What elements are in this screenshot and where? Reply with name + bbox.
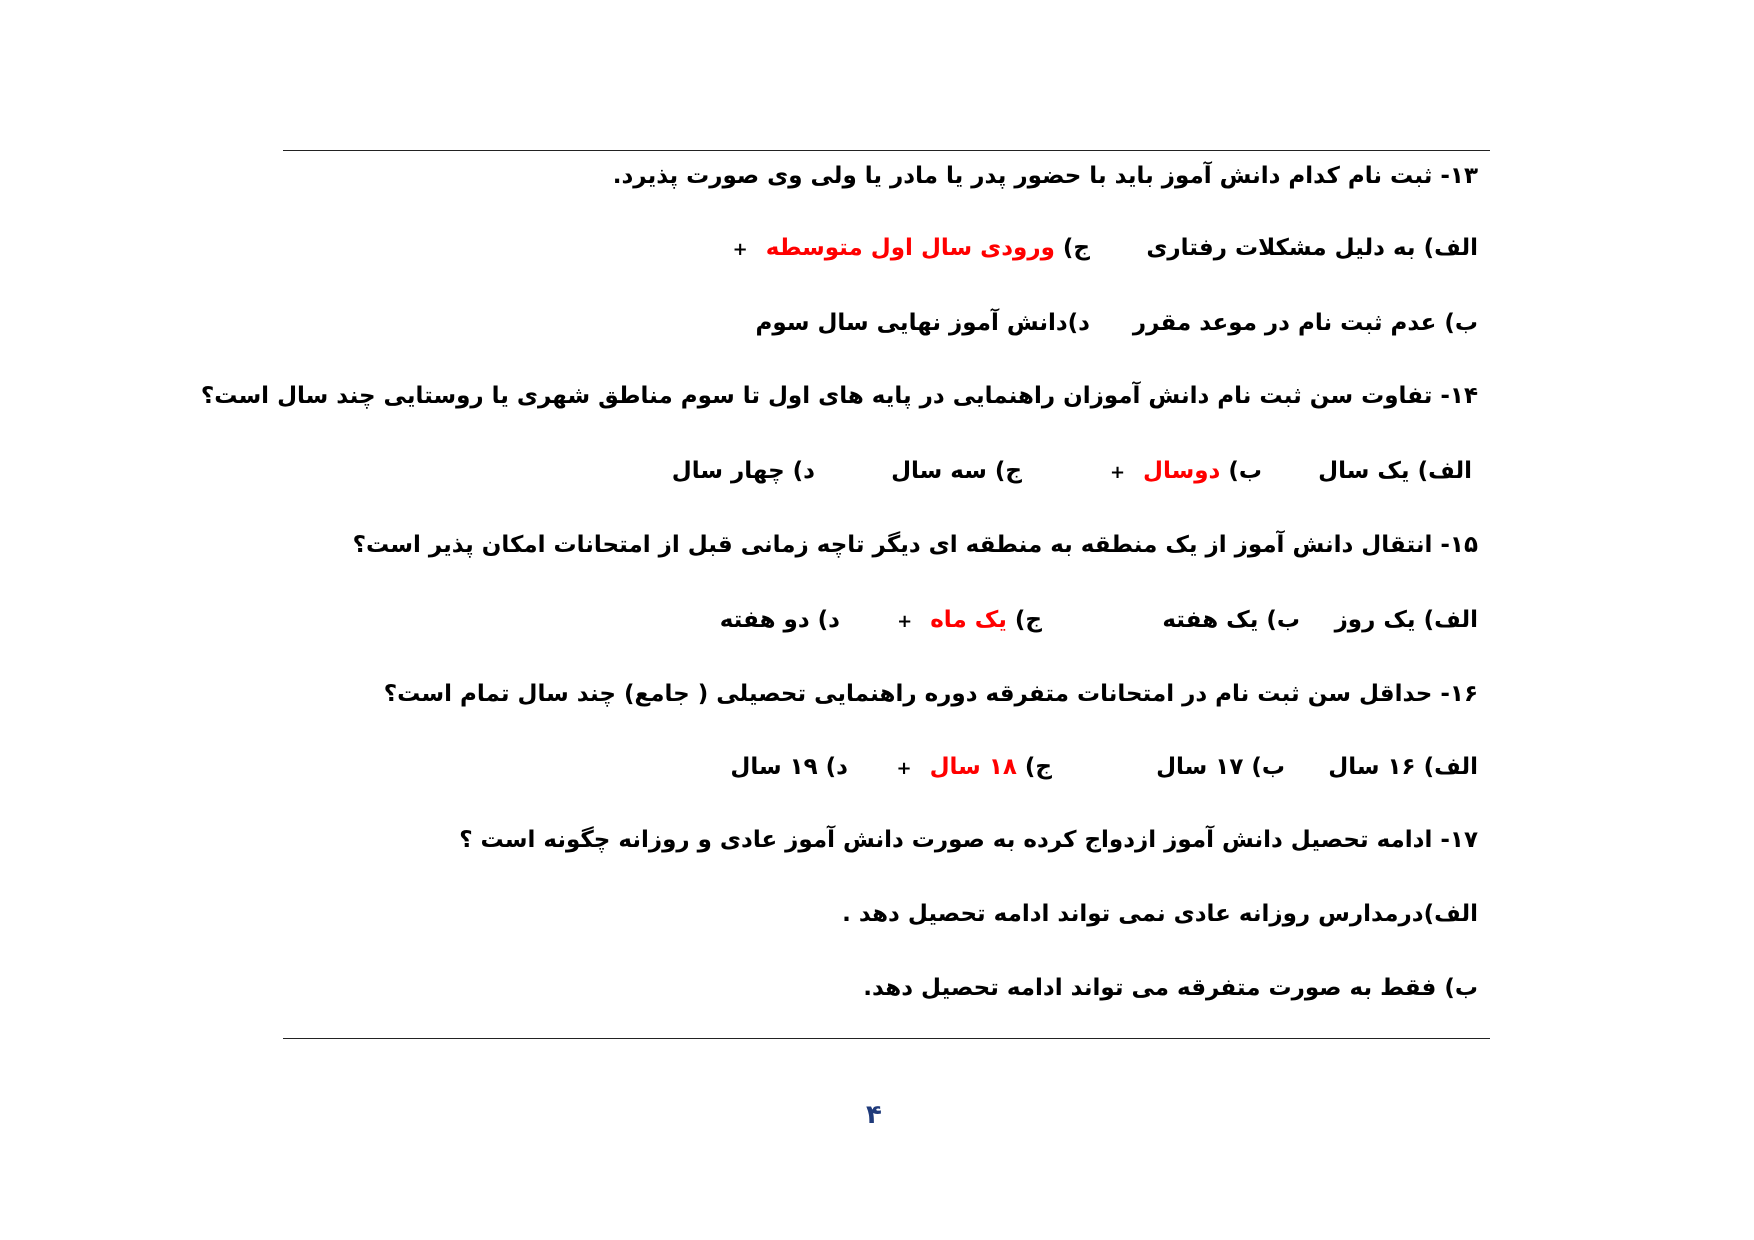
option-a[interactable]: [1318, 456, 1472, 486]
option-a[interactable]: [842, 899, 1478, 929]
option-label: ب): [1444, 310, 1478, 336]
option-text: یک سال: [1318, 458, 1410, 484]
option-b[interactable]: [863, 973, 1478, 1003]
option-label: د): [792, 458, 815, 484]
option-text: درمدارس روزانه عادی نمی تواند ادامه تحصیل دهد .: [842, 901, 1424, 927]
question-17: [459, 825, 1478, 855]
question-number: ۱۴-: [1440, 383, 1478, 409]
option-c[interactable]: [897, 605, 1042, 637]
question-number: ۱۶-: [1440, 681, 1478, 707]
option-text: دو هفته: [719, 607, 810, 633]
option-d[interactable]: [730, 752, 848, 782]
option-c[interactable]: [891, 456, 1022, 486]
option-label: ب): [1251, 754, 1285, 780]
question-number: ۱۷-: [1440, 827, 1478, 853]
option-label: ج): [994, 458, 1022, 484]
question-text: حداقل سن ثبت نام در امتحانات متفرقه دوره راهنمایی تحصیلی ( جامع) چند سال تمام است؟: [383, 681, 1433, 707]
option-b[interactable]: [1156, 752, 1285, 782]
question-text: تفاوت سن ثبت نام دانش آموزان راهنمایی در پایه های اول تا سوم مناطق شهری یا روستایی چند سال است؟: [200, 383, 1433, 409]
question-text: ثبت نام کدام دانش آموز باید با حضور پدر یا مادر یا ولی وی صورت پذیرد.: [612, 163, 1433, 189]
option-text: به دلیل مشکلات رفتاری: [1146, 235, 1416, 261]
option-b[interactable]: [1110, 456, 1262, 488]
page-number: ۴: [866, 1100, 882, 1130]
question-14: [201, 381, 1478, 411]
option-text: فقط به صورت متفرقه می تواند ادامه تحصیل دهد.: [863, 975, 1437, 1001]
correct-mark: +: [732, 239, 748, 260]
question-text: ادامه تحصیل دانش آموز ازدواج کرده به صورت دانش آموز عادی و روزانه چگونه است ؟: [459, 827, 1433, 853]
option-label: د): [825, 754, 848, 780]
option-label: الف): [1423, 901, 1478, 927]
question-number: ۱۵-: [1440, 532, 1478, 558]
option-b[interactable]: [1162, 605, 1300, 635]
correct-answer-text: دوسال: [1143, 458, 1221, 484]
option-c[interactable]: [733, 233, 1090, 265]
option-d[interactable]: [672, 456, 815, 486]
question-16: [384, 679, 1478, 709]
option-label: ج): [1014, 607, 1042, 633]
correct-mark: +: [896, 758, 912, 779]
option-d[interactable]: [756, 308, 1090, 338]
option-label: ب): [1266, 607, 1300, 633]
option-label: د): [1067, 310, 1090, 336]
option-text: یک هفته: [1162, 607, 1259, 633]
option-label: الف): [1417, 458, 1472, 484]
option-label: ب): [1228, 458, 1262, 484]
option-b[interactable]: [1133, 308, 1478, 338]
option-a[interactable]: [1335, 605, 1478, 635]
correct-answer-text: یک ماه: [930, 607, 1007, 633]
option-label: الف): [1423, 607, 1478, 633]
option-text: ۱۹ سال: [730, 754, 818, 780]
bottom-rule: [283, 1038, 1490, 1039]
option-text: ۱۷ سال: [1156, 754, 1244, 780]
top-rule: [283, 150, 1490, 151]
option-text: عدم ثبت نام در موعد مقرر: [1132, 310, 1437, 336]
option-label: الف): [1423, 235, 1478, 261]
option-text: یک روز: [1334, 607, 1416, 633]
option-c[interactable]: [896, 752, 1052, 784]
correct-answer-text: ورودی سال اول متوسطه: [765, 235, 1055, 261]
option-label: ج): [1024, 754, 1052, 780]
option-text: سه سال: [891, 458, 987, 484]
question-15: [353, 530, 1478, 560]
correct-mark: +: [1109, 462, 1126, 483]
option-label: ب): [1444, 975, 1478, 1001]
correct-answer-text: ۱۸ سال: [929, 754, 1017, 780]
option-text: دانش آموز نهایی سال سوم: [755, 310, 1068, 336]
option-label: د): [817, 607, 840, 633]
option-label: الف): [1423, 754, 1478, 780]
question-number: ۱۳-: [1440, 163, 1478, 189]
option-a[interactable]: [1146, 233, 1478, 263]
option-a[interactable]: [1328, 752, 1478, 782]
option-d[interactable]: [720, 605, 840, 635]
question-text: انتقال دانش آموز از یک منطقه به منطقه ای دیگر تاچه زمانی قبل از امتحانات امکان پذیر است؟: [352, 532, 1433, 558]
correct-mark: +: [897, 611, 913, 632]
option-label: ج): [1062, 235, 1090, 261]
option-text: چهار سال: [671, 458, 785, 484]
question-13: [613, 161, 1478, 191]
option-text: ۱۶ سال: [1328, 754, 1416, 780]
